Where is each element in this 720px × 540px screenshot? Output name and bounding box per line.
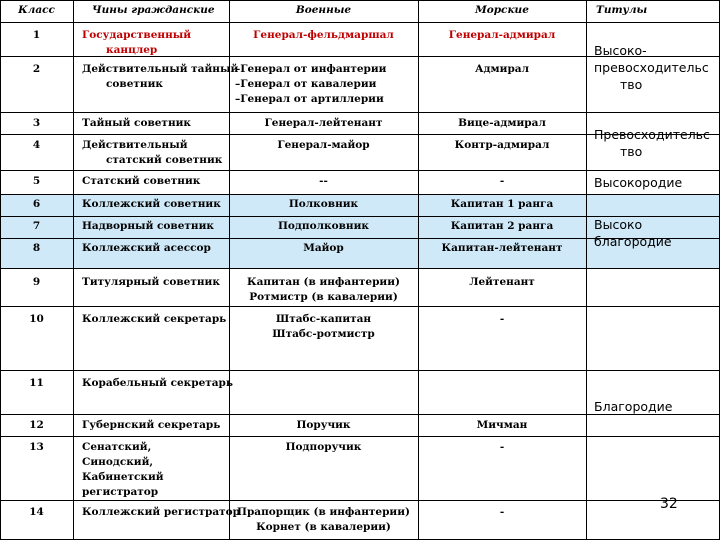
- civil-rank: Коллежский советник: [82, 198, 221, 210]
- class-number: 6: [32, 198, 41, 210]
- civil-rank: регистратор: [82, 486, 159, 498]
- column-divider: [586, 0, 587, 540]
- header-titles: Титулы: [596, 4, 648, 16]
- civil-rank: Коллежский регистратор: [82, 506, 240, 518]
- military-rank: Прапорщик (в инфантерии): [237, 506, 410, 518]
- naval-rank: Вице-адмирал: [458, 117, 546, 129]
- naval-rank: -: [499, 313, 505, 325]
- civil-rank: Коллежский асессор: [82, 242, 211, 254]
- military-rank: Подполковник: [278, 220, 369, 232]
- civil-rank: статский советник: [106, 154, 223, 166]
- title-honorific: Высоко-: [594, 43, 647, 58]
- header-military: Военные: [295, 4, 352, 16]
- class-number: 4: [32, 139, 41, 151]
- military-rank: Генерал-майор: [277, 139, 370, 151]
- military-rank: Генерал-фельдмаршал: [253, 29, 394, 41]
- row-divider: [0, 436, 720, 437]
- naval-rank: Адмирал: [474, 63, 529, 75]
- naval-rank: Контр-адмирал: [454, 139, 550, 151]
- civil-rank: Корабельный секретарь: [82, 377, 234, 389]
- civil-rank: Статский советник: [82, 175, 201, 187]
- military-rank: Корнет (в кавалерии): [256, 521, 391, 533]
- row-divider: [0, 500, 720, 501]
- naval-rank: -: [499, 506, 505, 518]
- class-number: 8: [32, 242, 41, 254]
- title-honorific: благородие: [594, 234, 672, 249]
- civil-rank: Тайный советник: [82, 117, 191, 129]
- class-number: 13: [29, 441, 44, 453]
- class-number: 14: [29, 506, 44, 518]
- military-rank: Ротмистр (в кавалерии): [249, 291, 398, 303]
- column-divider: [229, 0, 230, 540]
- civil-rank: Коллежский секретарь: [82, 313, 227, 325]
- class-number: 1: [32, 29, 41, 41]
- class-number: 5: [32, 175, 41, 187]
- naval-rank: -: [499, 441, 505, 453]
- military-rank: –Генерал от кавалерии: [235, 78, 377, 90]
- header-class: Класс: [18, 4, 55, 16]
- row-divider: [0, 268, 720, 269]
- row-divider: [0, 170, 720, 171]
- civil-rank: канцлер: [106, 44, 158, 56]
- military-rank: Штабс-капитан: [275, 313, 372, 325]
- class-number: 3: [32, 117, 41, 129]
- class-number: 10: [29, 313, 44, 325]
- naval-rank: -: [499, 175, 505, 187]
- military-rank: Поручик: [296, 419, 351, 431]
- class-number: 9: [32, 276, 41, 288]
- civil-rank: Титулярный советник: [82, 276, 220, 288]
- column-divider: [73, 0, 74, 540]
- row-divider: [0, 22, 720, 23]
- military-rank: –Генерал от инфантерии: [235, 63, 387, 75]
- military-rank: Полковник: [288, 198, 359, 210]
- row-divider: [0, 112, 720, 113]
- naval-rank: Мичман: [476, 419, 528, 431]
- class-number: 11: [29, 377, 44, 389]
- column-divider: [0, 0, 1, 540]
- civil-rank: Надворный советник: [82, 220, 214, 232]
- civil-rank: Синодский,: [82, 456, 154, 468]
- civil-rank: Сенатский,: [82, 441, 152, 453]
- military-rank: Подпоручик: [285, 441, 362, 453]
- column-divider: [418, 0, 419, 540]
- title-honorific: тво: [620, 77, 643, 92]
- civil-rank: Действительный: [82, 139, 188, 151]
- header-civil: Чины гражданские: [92, 4, 215, 16]
- title-honorific: Благородие: [594, 399, 673, 414]
- naval-rank: Капитан 1 ранга: [450, 198, 554, 210]
- class-number: 2: [32, 63, 41, 75]
- page-number: 32: [660, 496, 678, 512]
- civil-rank: Действительный тайный: [82, 63, 239, 75]
- military-rank: Майор: [303, 242, 344, 254]
- class-number: 7: [32, 220, 41, 232]
- class-number: 12: [29, 419, 44, 431]
- civil-rank: Кабинетский: [82, 471, 164, 483]
- row-divider: [0, 194, 720, 195]
- title-honorific: Высоко: [594, 217, 643, 232]
- military-rank: --: [319, 175, 328, 187]
- military-rank: Капитан (в инфантерии): [247, 276, 400, 288]
- civil-rank: советник: [106, 78, 163, 90]
- naval-rank: Капитан 2 ранга: [450, 220, 554, 232]
- header-naval: Морские: [475, 4, 529, 16]
- civil-rank: Губернский секретарь: [82, 419, 221, 431]
- title-honorific: Высокородие: [594, 175, 683, 190]
- military-rank: Штабс-ротмистр: [272, 328, 375, 340]
- naval-rank: Лейтенант: [469, 276, 535, 288]
- military-rank: Генерал-лейтенант: [264, 117, 383, 129]
- title-honorific: превосходительс: [594, 60, 709, 75]
- row-divider: [0, 370, 720, 371]
- row-divider: [0, 306, 720, 307]
- row-divider: [0, 0, 720, 1]
- civil-rank: Государственный: [82, 29, 192, 41]
- title-honorific: Превосходительс: [594, 127, 710, 142]
- naval-rank: Капитан-лейтенант: [441, 242, 563, 254]
- naval-rank: Генерал-адмирал: [448, 29, 556, 41]
- military-rank: –Генерал от артиллерии: [235, 93, 384, 105]
- title-honorific: тво: [620, 144, 643, 159]
